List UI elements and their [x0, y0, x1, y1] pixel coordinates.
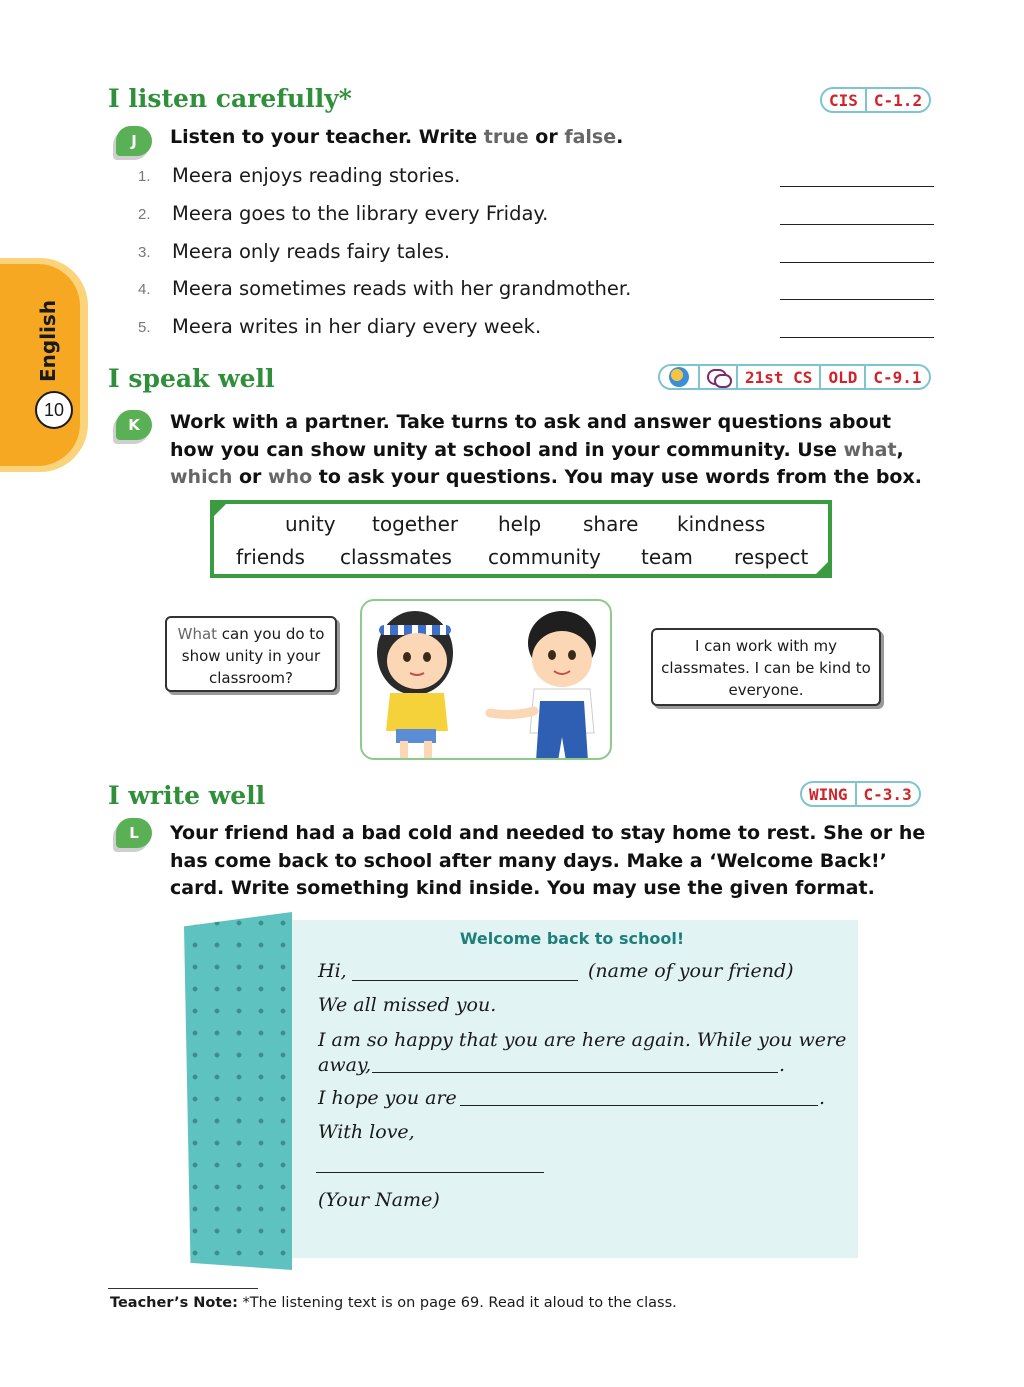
card-happy-line: I am so happy that you are here again. While you were: [318, 1029, 847, 1051]
hope-blank[interactable]: [460, 1105, 818, 1106]
speak-instruction-text: Work with a partner. Take turns to ask and answer questions about how you can show unity at school and in your community. Use: [170, 411, 892, 461]
tag-c-9-1: C-9.1: [864, 366, 928, 388]
speak-tags: [658, 364, 931, 390]
speak-instruction: [170, 409, 938, 492]
speech-bubble-girl-text: can you do to show unity in your classroom?: [181, 625, 325, 687]
children-illustration: [360, 599, 612, 760]
word-which: which: [170, 466, 233, 488]
tag-c-3-3: C-3.3: [855, 783, 919, 805]
card-title: Welcome back to school!: [459, 929, 685, 948]
item-text: Meera writes in her diary every week.: [172, 315, 542, 338]
subject-label: English: [36, 299, 60, 382]
away-period: .: [779, 1054, 786, 1076]
listen-section-title: I listen carefully*: [108, 84, 352, 113]
card-away: away,: [318, 1054, 372, 1076]
word-box-corner: [812, 558, 832, 578]
list-item: [138, 277, 938, 307]
teachers-note: [110, 1295, 677, 1311]
word-or: or: [232, 466, 269, 488]
item-text: Meera enjoys reading stories.: [172, 164, 461, 187]
list-item: [138, 240, 938, 270]
speech-bubble-boy: [651, 628, 881, 706]
footnote-rule: [108, 1288, 258, 1289]
write-instruction: Your friend had a bad cold and needed to stay home to rest. She or he has come back to school after many days. Make a ‘Welcome Back!’ card. Write something kind inside. You may use the given format.: [170, 822, 926, 899]
word-what: what: [843, 438, 897, 461]
word-chip: together: [372, 512, 459, 536]
tag-cis: CIS: [829, 90, 858, 110]
item-text: Meera only reads fairy tales.: [172, 240, 451, 263]
write-tags: [800, 781, 921, 807]
listen-instruction: [170, 124, 623, 152]
signature-blank[interactable]: [316, 1172, 544, 1173]
word-chip: team: [641, 545, 693, 569]
word-chip: classmates: [340, 545, 452, 569]
children-illustration-drawing: [362, 601, 612, 760]
activity-badge-j: J: [116, 126, 152, 156]
page-number: 10: [35, 391, 73, 429]
hope-period: .: [819, 1087, 826, 1109]
word-chip: help: [498, 512, 542, 536]
word-false: false: [564, 126, 617, 148]
card-name-hint: (name of your friend): [588, 960, 794, 982]
word-who: who: [268, 466, 313, 488]
word-chip: respect: [734, 545, 809, 569]
card-with-love: With love,: [318, 1121, 415, 1143]
item-number: 2.: [138, 206, 151, 223]
globe-icon: [660, 366, 698, 388]
activity-badge-k: K: [116, 410, 152, 440]
card-hi: Hi,: [318, 960, 347, 982]
word-chip: friends: [236, 545, 305, 569]
answer-line[interactable]: [780, 299, 934, 300]
tag-21st-cs: 21st CS: [736, 366, 819, 388]
speech-bubbles-icon: [698, 366, 736, 388]
word-chip: community: [488, 545, 601, 569]
word-or: or: [528, 126, 565, 148]
write-section-title: I write well: [108, 781, 266, 810]
away-blank[interactable]: [372, 1072, 778, 1073]
tag-old: OLD: [819, 366, 864, 388]
item-number: 1.: [138, 168, 151, 185]
word-chip: unity: [285, 512, 336, 536]
item-text: Meera goes to the library every Friday.: [172, 202, 549, 225]
listen-tags: [820, 87, 931, 113]
answer-line[interactable]: [780, 186, 934, 187]
item-text: Meera sometimes reads with her grandmother.: [172, 277, 632, 300]
card-your-name: (Your Name): [318, 1189, 440, 1211]
listen-instruction-text: Listen to your teacher. Write: [170, 126, 484, 148]
answer-line[interactable]: [780, 224, 934, 225]
word-box-corner: [210, 500, 230, 520]
question-word-what: What: [177, 625, 218, 643]
list-item: [138, 202, 938, 232]
word-chip: share: [583, 512, 639, 536]
answer-line[interactable]: [780, 262, 934, 263]
list-item: [138, 315, 938, 345]
teachers-note-text: *The listening text is on page 69. Read it aloud to the class.: [237, 1295, 677, 1311]
speech-bubble-boy-text: I can work with my classmates. I can be kind to everyone.: [661, 637, 871, 699]
speech-bubble-girl: [165, 616, 337, 692]
speak-instruction-end: to ask your questions. You may use words from the box.: [312, 466, 922, 488]
card-missed-line: We all missed you.: [318, 994, 497, 1016]
tag-wing: WING: [809, 784, 848, 804]
teachers-note-label: Teacher’s Note:: [110, 1295, 238, 1311]
answer-line[interactable]: [780, 337, 934, 338]
word-chip: kindness: [677, 512, 766, 536]
word-true: true: [483, 126, 529, 148]
tag-c-1-2: C-1.2: [865, 89, 929, 111]
item-number: 5.: [138, 319, 151, 336]
item-number: 3.: [138, 244, 151, 261]
activity-badge-l: L: [116, 818, 152, 848]
friend-name-blank[interactable]: [352, 980, 578, 981]
card-dotted-strip: [184, 912, 292, 1270]
instruction-period: .: [616, 126, 624, 148]
comma: ,: [896, 438, 904, 461]
speak-section-title: I speak well: [108, 364, 275, 393]
item-number: 4.: [138, 281, 151, 298]
list-item: [138, 164, 938, 194]
card-hope-line: I hope you are: [318, 1087, 457, 1109]
